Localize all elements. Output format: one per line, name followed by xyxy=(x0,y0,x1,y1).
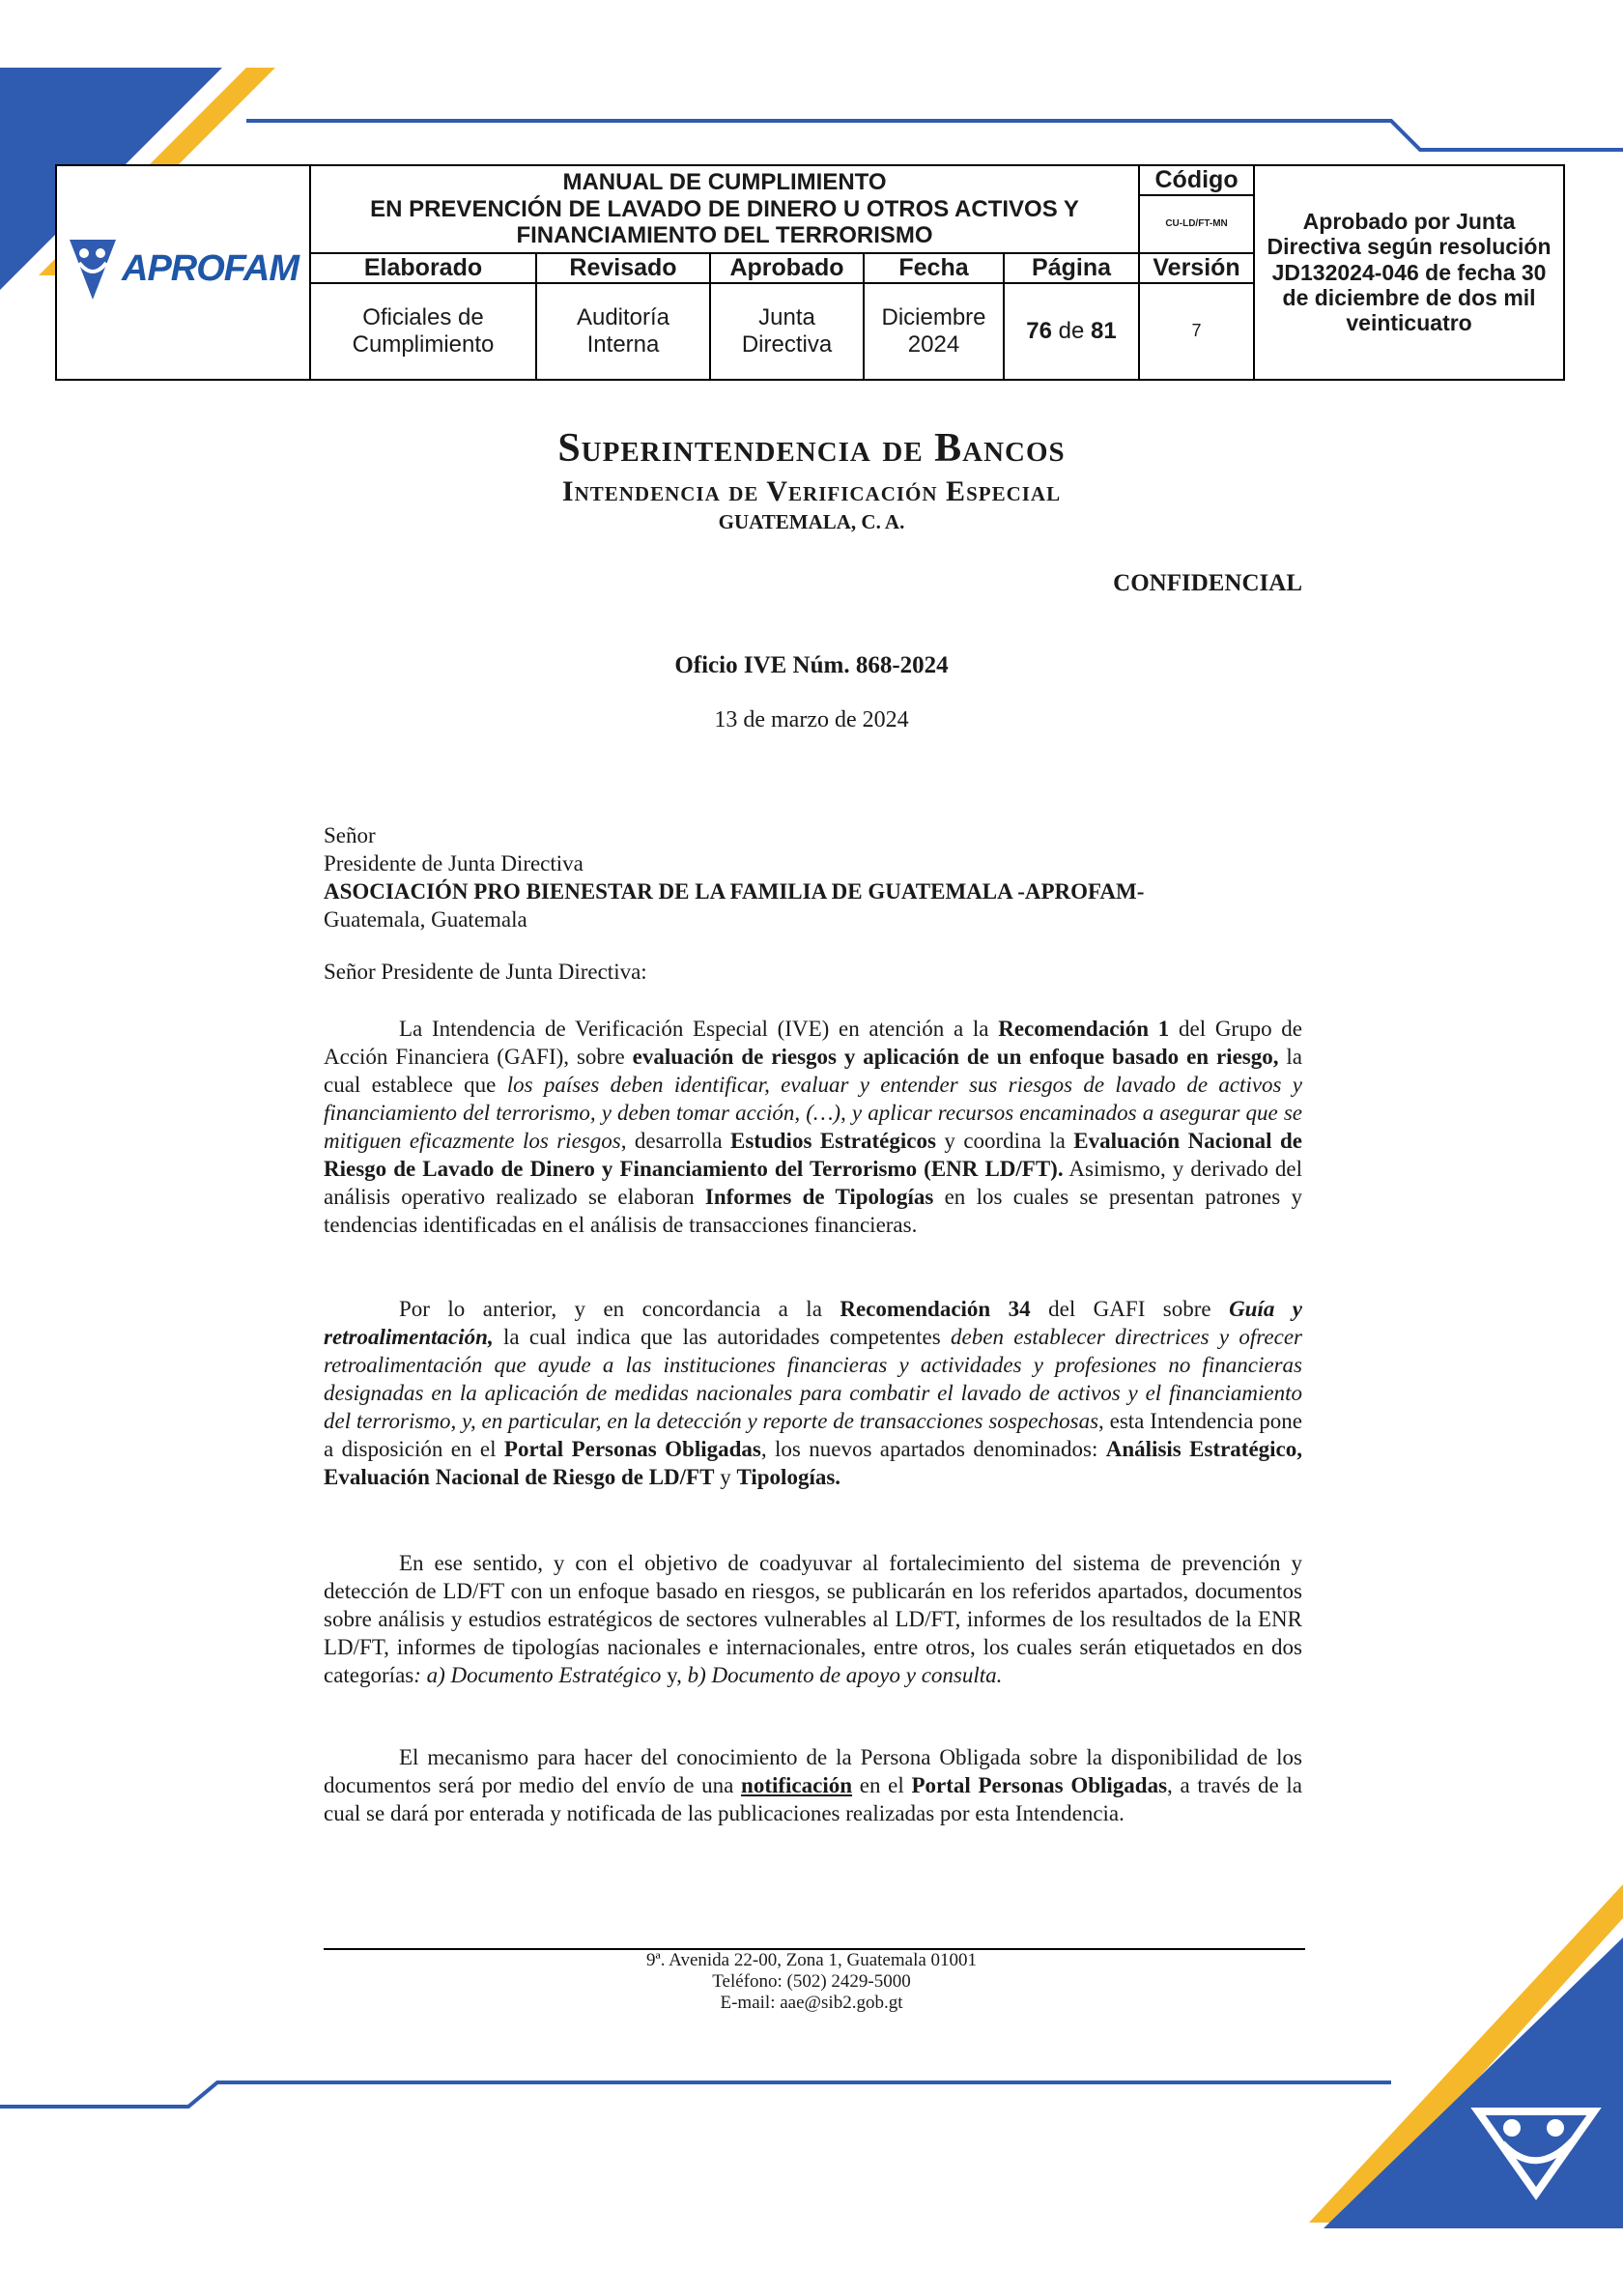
paragraph-4: El mecanismo para hacer del conocimiento de la Persona Obligada sobre la disponibilidad de los documentos será por medio del envío de una notificación en el Portal Personas Obligadas, a través de la cual se dará por enterada y notificada de las publicaciones realizadas por esta Intendencia. xyxy=(324,1745,1303,1825)
top-rule xyxy=(246,121,1623,150)
codigo-label: Código xyxy=(1139,165,1254,195)
pagina-de: de xyxy=(1058,317,1085,344)
recipient-block xyxy=(324,821,1309,933)
manual-title-line-3: FINANCIAMIENTO DEL TERRORISMO xyxy=(516,222,933,249)
pagina-value xyxy=(1004,283,1139,380)
letter-date: 13 de marzo de 2024 xyxy=(714,707,909,732)
col-pagina: Página xyxy=(1004,253,1139,283)
footer-address: 9ª. Avenida 22-00, Zona 1, Guatemala 01001 xyxy=(645,1950,978,1970)
paragraph-1: La Intendencia de Verificación Especial (IVE) en atención a la Recomendación 1 del Grupo de Acción Financiera (GAFI), sobre evaluación de riesgos y aplicación de un enfoque basado en riesgo, la cual establece que los países deben identificar, evaluar y entender sus riesgos de lavado de activos y financiamiento del terrorismo, y deben tomar acción, (…), y aplicar recursos encaminados a asegurar que se mitiguen eficazmente los riesgos, desarrolla Estudios Estratégicos y coordina la Evaluación Nacional de Riesgo de Lavado de Dinero y Financiamiento del Terrorismo (ENR LD/FT). Asimismo, y derivado del análisis operativo realizado se elaboran Informes de Tipologías en los cuales se presentan patrones y tendencias identificadas en el análisis de transacciones financieras. xyxy=(324,1017,1303,1237)
footer-email: E-mail: aae@sib2.gob.gt xyxy=(720,1993,903,2013)
manual-title-line-2: EN PREVENCIÓN DE LAVADO DE DINERO U OTROS ACTIVOS Y xyxy=(370,195,1079,222)
recipient-city: Guatemala, Guatemala xyxy=(324,907,527,932)
recipient-position: Presidente de Junta Directiva xyxy=(324,851,584,875)
document-control-table xyxy=(55,164,1565,381)
aprofam-logo-icon xyxy=(68,236,118,303)
recipient-organization: ASOCIACIÓN PRO BIENESTAR DE LA FAMILIA DE GUATEMALA -APROFAM- xyxy=(324,879,1145,904)
aprobado-value: Junta Directiva xyxy=(710,283,864,380)
confidential-label: CONFIDENCIAL xyxy=(1113,570,1302,596)
oficio-number: Oficio IVE Núm. 868-2024 xyxy=(674,652,949,678)
col-fecha: Fecha xyxy=(864,253,1004,283)
version-value: 7 xyxy=(1139,283,1254,380)
manual-title xyxy=(310,165,1139,253)
bottom-rule xyxy=(0,2082,1391,2107)
approval-note: Aprobado por Junta Directiva según resolución JD132024-046 de fecha 30 de diciembre de dos mil veinticuatro xyxy=(1254,165,1564,380)
revisado-value: Auditoría Interna xyxy=(536,283,710,380)
col-elaborado: Elaborado xyxy=(310,253,536,283)
location: GUATEMALA, C. A. xyxy=(718,510,905,533)
manual-title-line-1: MANUAL DE CUMPLIMIENTO xyxy=(562,168,887,195)
institution-name: Superintendencia de Bancos xyxy=(557,426,1066,471)
col-aprobado: Aprobado xyxy=(710,253,864,283)
paragraph-3: En ese sentido, y con el objetivo de coadyuvar al fortalecimiento del sistema de prevención y detección de LD/FT con un enfoque basado en riesgos, se publicarán en los referidos apartados, documentos sobre análisis y estudios estratégicos de sectores vulnerables al LD/FT, informes de los resultados de la ENR LD/FT, informes de tipologías nacionales e internacionales, entre otros, los cuales serán etiquetados en dos categorías: a) Documento Estratégico y, b) Documento de apoyo y consulta. xyxy=(324,1551,1302,1687)
elaborado-value: Oficiales de Cumplimiento xyxy=(310,283,536,380)
department-name: Intendencia de Verificación Especial xyxy=(561,475,1062,507)
aprofam-logo xyxy=(68,236,299,303)
col-revisado: Revisado xyxy=(536,253,710,283)
logo-text: APROFAM xyxy=(122,248,299,290)
fecha-value: Diciembre 2024 xyxy=(864,283,1004,380)
logo-cell xyxy=(56,165,310,380)
codigo-value: CU-LD/FT-MN xyxy=(1139,195,1254,253)
salutation: Señor Presidente de Junta Directiva: xyxy=(324,960,647,984)
recipient-title: Señor xyxy=(324,823,376,847)
paragraph-2: Por lo anterior, y en concordancia a la Recomendación 34 del GAFI sobre Guía y retroalimentación, la cual indica que las autoridades competentes deben establecer directrices y ofrecer retroalimentación que ayude a las instituciones financieras y actividades y profesiones no financieras designadas en la aplicación de medidas nacionales para combatir el lavado de activos y el financiamiento del terrorismo, y, en particular, en la detección y reporte de transacciones sospechosas, esta Intendencia pone a disposición en el Portal Personas Obligadas, los nuevos apartados denominados: Análisis Estratégico, Evaluación Nacional de Riesgo de LD/FT y Tipologías. xyxy=(324,1297,1303,1489)
col-version: Versión xyxy=(1139,253,1254,283)
pagina-total: 81 xyxy=(1091,317,1117,344)
pagina-number: 76 xyxy=(1026,317,1052,344)
footer-phone: Teléfono: (502) 2429-5000 xyxy=(712,1971,911,1992)
